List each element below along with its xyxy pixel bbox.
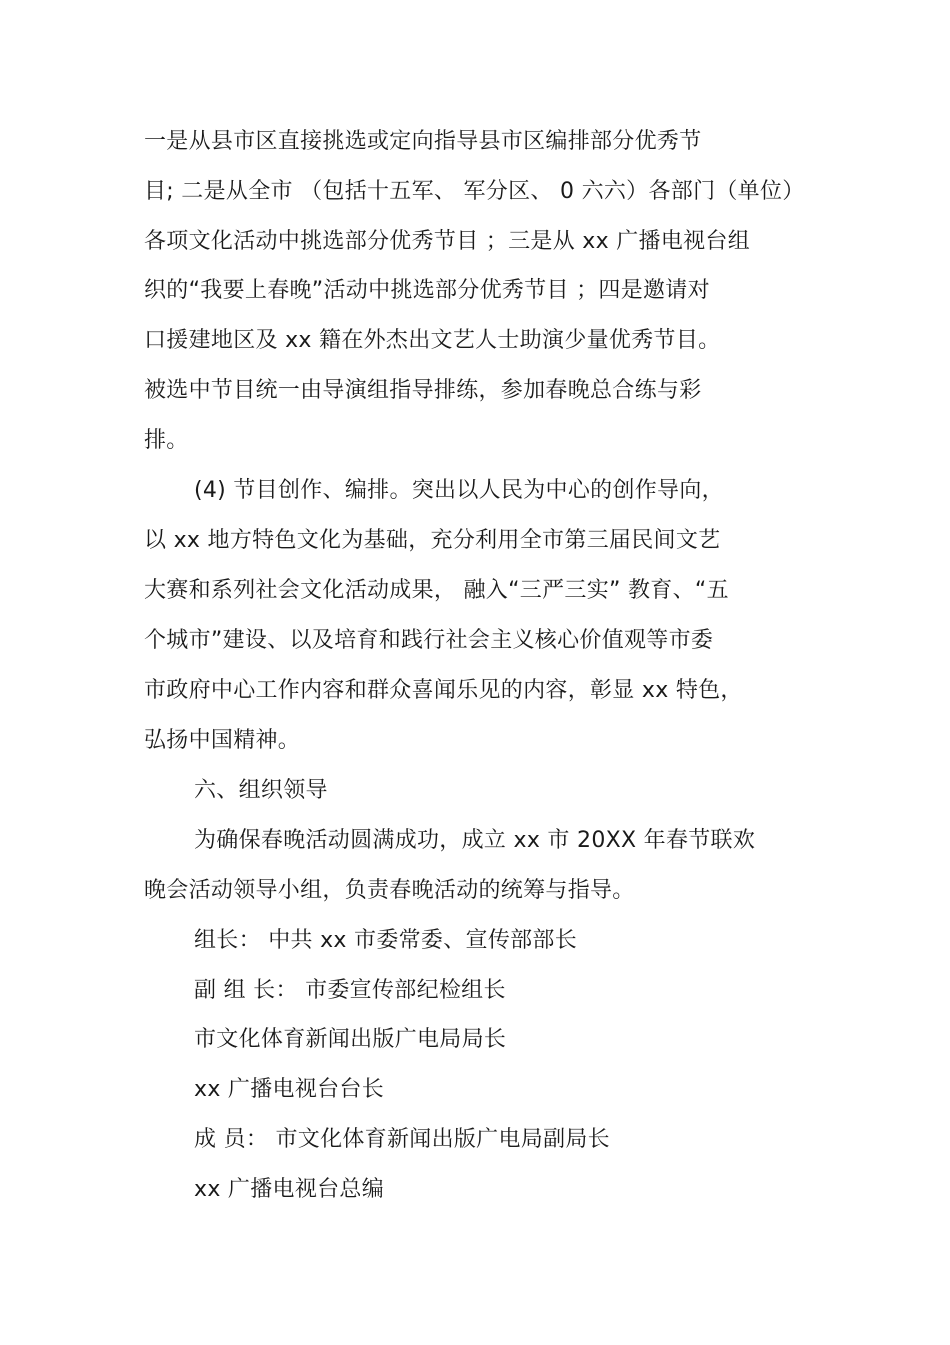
section-heading: 六、组织领导 [194,778,328,803]
text-line-21: 成 员： 市文化体育新闻出版广电局副局长 [194,1127,610,1152]
text-line-7: 排。 [144,428,189,453]
text-line-20: xx 广播电视台台长 [194,1077,385,1102]
text-line-12: 市政府中心工作内容和群众喜闻乐见的内容，彰显 xx 特色， [144,678,743,703]
text-line-19: 市文化体育新闻出版广电局局长 [194,1027,507,1052]
text-line-6: 被选中节目统一由导演组指导排练，参加春晚总合练与彩 [144,378,702,403]
text-line-17: 组长： 中共 xx 市委常委、宣传部部长 [194,928,578,953]
text-line-8: (4) 节目创作、编排。突出以人民为中心的创作导向， [194,478,724,503]
text-line-11: 个城市”建设、以及培育和践行社会主义核心价值观等市委 [144,628,714,653]
text-line-22: xx 广播电视台总编 [194,1177,385,1202]
text-line-10: 大赛和系列社会文化活动成果， 融入“三严三实” 教育、“五 [144,578,729,603]
text-line-4: 织的“我要上春晚”活动中挑选部分优秀节目 ；四是邀请对 [144,278,710,303]
text-line-13: 弘扬中国精神。 [144,728,301,753]
text-line-15: 为确保春晚活动圆满成功，成立 xx 市 20XX 年春节联欢 [194,828,756,853]
text-line-5: 口援建地区及 xx 籍在外杰出文艺人士助演少量优秀节目。 [144,328,721,353]
text-line-16: 晚会活动领导小组，负责春晚活动的统筹与指导。 [144,878,635,903]
text-line-1: 一是从县市区直接挑选或定向指导县市区编排部分优秀节 [144,129,702,154]
text-line-9: 以 xx 地方特色文化为基础，充分利用全市第三届民间文艺 [144,528,721,553]
text-line-2: 目; 二是从全市 （包括十五军、 军分区、 0 六六）各部门（单位） [144,179,805,204]
text-line-3: 各项文化活动中挑选部分优秀节目 ；三是从 xx 广播电视台组 [144,229,751,254]
text-line-18: 副 组 长： 市委宣传部纪检组长 [194,978,506,1003]
